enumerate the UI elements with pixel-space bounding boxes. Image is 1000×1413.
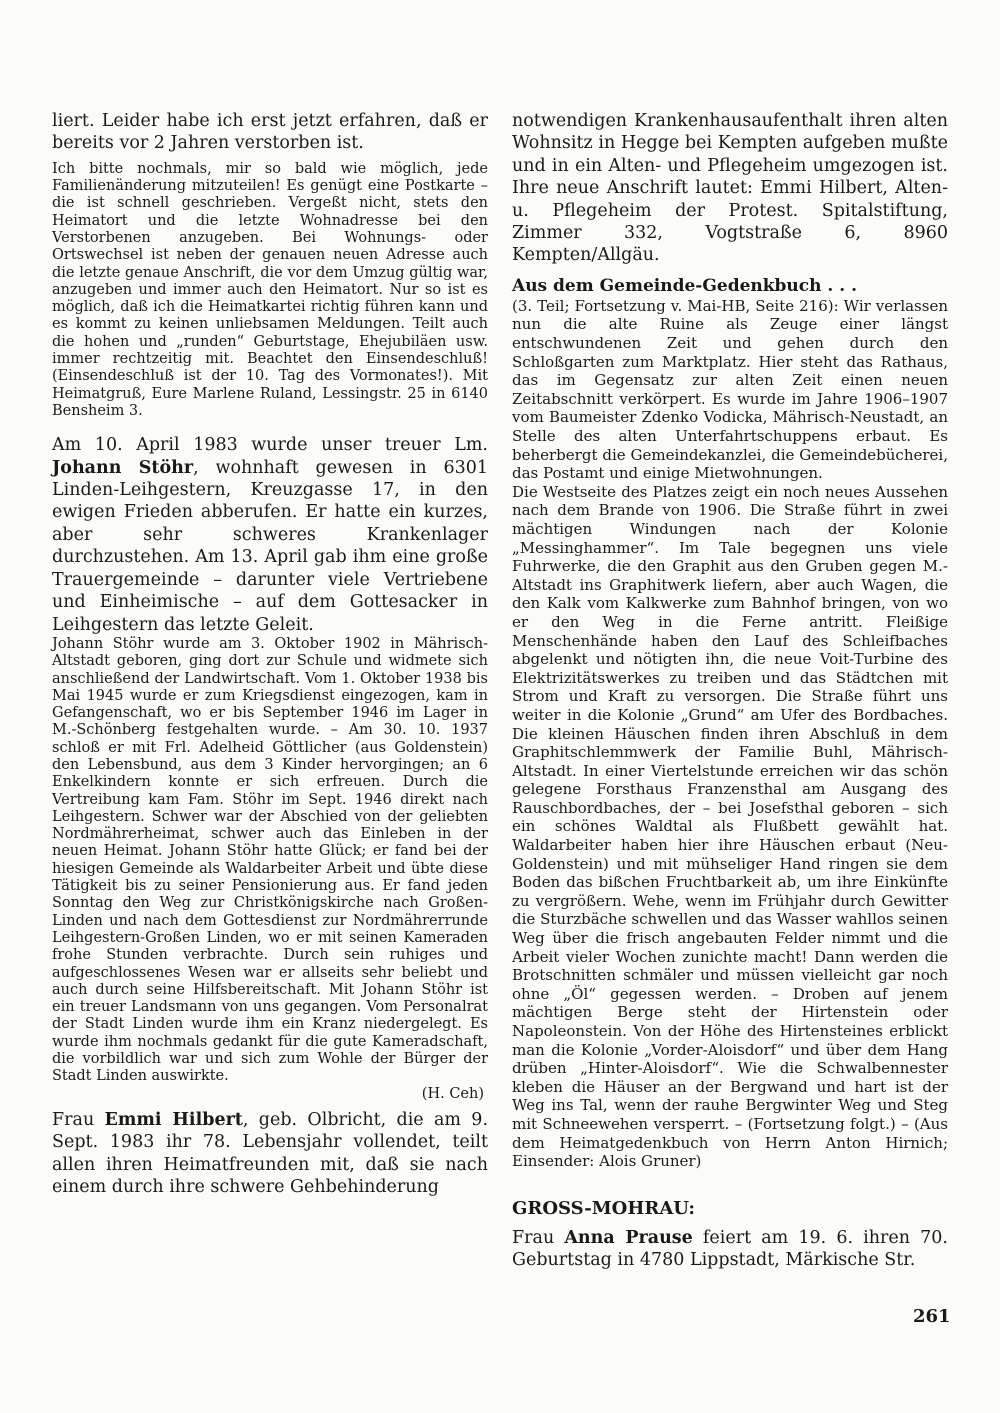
gedenkbuch-paragraph-2: Die Westseite des Platzes zeigt ein noch neues Aussehen nach dem Brande von 1906. Die Straße führt in zwei mächtigen Windungen nach der Kolonie „Messinghammer“. Im Tale begegnen uns viele Fuhrwerke, die den Graphit aus den Gruben gegen M.-Altstadt ins Graphitwerk liefern, aber auch Wagen, die den Kalk vom Kalkwerke zum Bahnhof bringen, von wo er den Weg in die Ferne antritt. Fleißige Menschenhände haben den Lauf des Schleifbaches abgelenkt und nötigten ihn, die neue Voit-Turbine des Elektrizitätswerkes zu treiben und das Städtchen mit Strom und Kraft zu versorgen. Die Straße führt uns weiter in die Kolonie „Grund“ am Ufer des Bordbaches. Die kleinen Häuschen finden ihren Abschluß in dem Graphitschlemmwerk der Familie Buhl, Mährisch-Altstadt. In einer Viertelstunde erreichen wir das schön gelegene Forsthaus Franzensthal am Ausgang des Rauschbordbaches, der – bei Josefsthal geboren – sich ein schönes Waldtal als Flußbett gewählt hat. Waldarbeiter haben hier ihre Häuschen erbaut (Neu-Goldenstein) und mit mühseliger Hand ringen sie dem Boden das bißchen Fruchtbarkeit ab, um ihre Einkünfte zu vergrößern. Wehe, wenn im Frühjahr durch Gewitter die Sturzbäche schwellen und das Wasser wahllos seinen Weg über die frisch angebauten Felder nimmt und die Arbeit vieler Wochen zunichte macht! Dann werden die Brotschnitten schmäler und müssen vielleicht gar noch ohne „Öl“ gegessen werden. – Droben auf jenem mächtigen Berge steht der Hirtenstein oder Napoleonstein. Von der Höhe des Hirtensteines erblickt man die Kolonie „Vorder-Aloisdorf“ und über dem Hang drüben „Hinter-Aloisdorf“. Wie die Schwalbennester kleben die Häuser an der Bergwand und hart ist der Weg ins Tal, wenn der rauhe Bergwinter Weg und Steg mit Schneewehen versperrt. – (Fortsetzung folgt.) – (Aus dem Heimatgedenkbuch von Herrn Anton Hirnich; Einsender: Alois Gruner) bbox=[512, 482, 948, 1171]
left-column bbox=[52, 110, 488, 1199]
hilbert-intro: Frau bbox=[52, 1109, 105, 1130]
author-signature: (H. Ceh) bbox=[421, 1085, 484, 1102]
obituary-biography: Johann Stöhr wurde am 3. Oktober 1902 in Mährisch-Altstadt geboren, ging dort zur Schule und widmete sich anschließend der Landwirtschaft. Vom 1. Oktober 1938 bis Mai 1945 wurde er zum Kriegsdienst eingezogen, kam in Gefangenschaft, wo er bis September 1946 im Lager in M.-Schönberg festgehalten wurde. – Am 30. 10. 1937 schloß er mit Frl. Adelheid Göttlicher (aus Goldenstein) den Lebensbund, aus dem 3 Kinder hervorgingen; an 6 Enkelkindern konnte er sich erfreuen. Durch die Vertreibung kam Fam. Stöhr im Sept. 1946 direkt nach Leihgestern. Schwer war der Abschied von der geliebten Nordmährerheimat, schwer auch das Einleben in der neuen Heimat. Johann Stöhr hatte Glück; er fand bei der hiesigen Gemeinde als Waldarbeiter Arbeit und übte diese Tätigkeit bis zu seiner Pensionierung aus. Er fand jeden Sonntag den Weg zur Christkönigskirche nach Großen-Linden und nach dem Gottesdienst zur Nordmährerrunde Leihgestern-Großen Linden, wo er mit seinen Kameraden frohe Stunden verbrachte. Durch sein ruhiges und aufgeschlossenes Wesen war er allseits sehr beliebt und auch durch seine Hilfsbereitschaft. Mit Johann Stöhr ist ein treuer Landsmann von uns gegangen. Vom Personalrat der Stadt Linden wurde ihm ein Kranz niedergelegt. Es wurde ihm nochmals gedankt für die gute Kameradschaft, die vorbildlich war und sich zum Wohle der Bürger der Stadt Linden auswirkte. bbox=[52, 635, 488, 1085]
prause-notice bbox=[512, 1227, 948, 1272]
registry-notice: Ich bitte nochmals, mir so bald wie möglich, jede Familienänderung mitzuteilen! Es genügt eine Postkarte – die ist schnell geschrieben. Vergeßt nicht, stets den Heimatort und die letzte Wohnadresse bei den Verstorbenen anzugeben. Bei Wohnungs- oder Ortswechsel ist neben der genauen neuen Adresse auch die letzte genaue Anschrift, die vor dem Umzug gültig war, anzugeben und immer auch den Heimatort. Nur so ist es möglich, daß ich die Heimatkartei richtig führen kann und es kommt zu keinen unliebsamen Meldungen. Teilt auch die hohen und „runden“ Geburtstage, Ehejubiläen usw. immer rechtzeitig mit. Beachtet den Einsendeschluß! (Einsendeschluß ist der 10. Tag des Vormonates!). Mit Heimatgruß, Eure Marlene Ruland, Lessingstr. 25 in 6140 Bensheim 3. bbox=[52, 160, 488, 419]
hilbert-text: , geb. Olbricht, die am 9. Sept. 1983 ihr 78. Lebensjahr vollendet, teilt allen ihren Heimatfreunden mit, daß sie nach einem durch ihre schwere Gehbehinderung bbox=[52, 1109, 489, 1198]
hilbert-notice bbox=[52, 1109, 488, 1199]
right-column bbox=[512, 110, 948, 1272]
prause-intro: Frau bbox=[512, 1227, 565, 1248]
hilbert-continuation: notwendigen Krankenhausaufenthalt ihren alten Wohnsitz in Hegge bei Kempten aufgeben mußte und in ein Alten- und Pflegeheim umgezogen ist. Ihre neue Anschrift lautet: Emmi Hilbert, Alten- u. Pflegeheim der Protest. Spitalstiftung, Zimmer 332, Vogtstraße 6, 8960 Kempten/Allgäu. bbox=[512, 111, 948, 266]
obituary-text: , wohnhaft gewesen in 6301 Linden-Leihgestern, Kreuzgasse 17, in den ewigen Frieden abberufen. Er hatte ein kurzes, aber sehr schweres Krankenlager durchzustehen. Am 13. April gab ihm eine große Trauergemeinde – darunter viele Vertriebene und Einheimische – auf dem Gottesacker in Leihgestern das letzte Geleit. bbox=[52, 457, 488, 635]
intro-paragraph: liert. Leider habe ich erst jetzt erfahren, daß er bereits vor 2 Jahren verstorben ist. bbox=[52, 111, 488, 154]
prause-text: feiert am 19. 6. ihren 70. Geburtstag in 4780 Lippstadt, Märkische Str. bbox=[512, 1227, 948, 1271]
section-heading-gross-mohrau: GROSS-MOHRAU: bbox=[512, 1197, 695, 1219]
prause-name: Anna Prause bbox=[564, 1227, 693, 1248]
page-number: 261 bbox=[913, 1306, 951, 1327]
hilbert-name: Emmi Hilbert bbox=[104, 1109, 243, 1130]
gedenkbuch-heading: Aus dem Gemeinde-Gedenkbuch . . . bbox=[512, 275, 858, 296]
obituary-name: Johann Stöhr bbox=[52, 457, 194, 478]
obituary-stoehr bbox=[52, 434, 488, 636]
obituary-intro: Am 10. April 1983 wurde unser treuer Lm. bbox=[52, 435, 488, 456]
gedenkbuch-paragraph-1: (3. Teil; Fortsetzung v. Mai-HB, Seite 216): Wir verlassen nun die alte Ruine als Zeuge einer längst entschwundenen Zeit und gehen durch den Schloßgarten zum Marktplatz. Hier steht das Rathaus, das im Gegensatz zur alten Zeit einen neuen Zeitabschnitt verkörpert. Es wurde im Jahre 1906–1907 vom Baumeister Zdenko Vodicka, Mährisch-Neustadt, an Stelle des alten Unterfahrtschuppens erbaut. Es beherbergt die Gemeindekanzlei, die Gemeindebücherei, das Postamt und einige Mietwohnungen. bbox=[512, 296, 948, 483]
